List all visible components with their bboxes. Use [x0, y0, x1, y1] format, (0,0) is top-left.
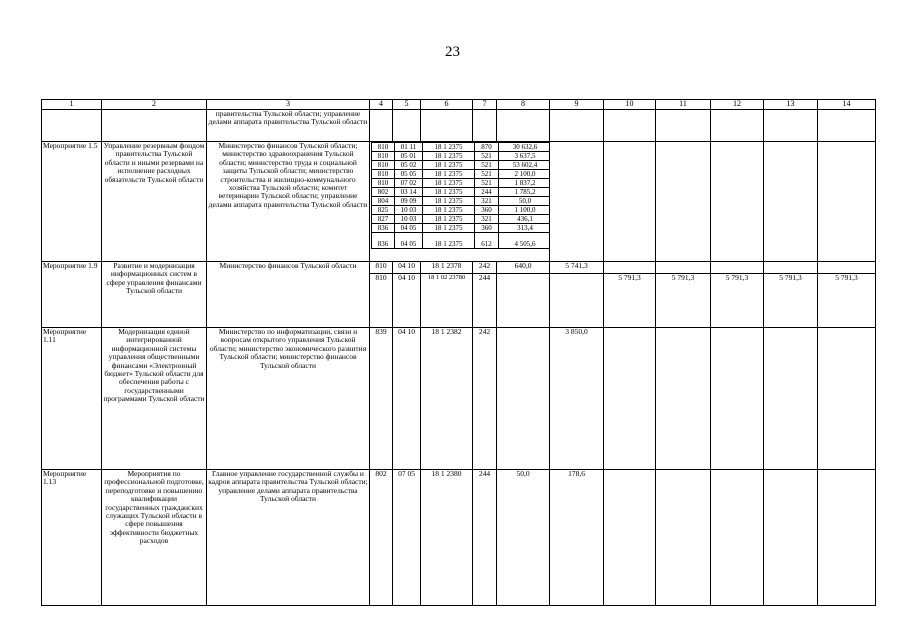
- cell: 5 791,3: [604, 274, 656, 328]
- budget-table: [41, 99, 876, 606]
- measure-name: Управление резервным фондом правительства Тульской области и иными резервами на исполнение расходных обязательств Тульской области: [102, 142, 207, 262]
- cell: 3 850,0: [550, 328, 604, 470]
- col-header: 12: [711, 100, 764, 110]
- measure-label: Мероприятие 1.13: [42, 470, 102, 606]
- cell: 321: [475, 197, 499, 206]
- cell: 521: [475, 179, 499, 188]
- cell: 04 05: [395, 224, 423, 233]
- executor-cell: Министерство финансов Тульской области: [207, 262, 370, 328]
- cell: 18 1 2375: [423, 170, 475, 179]
- cell: 04 10: [393, 274, 421, 328]
- cell: 810: [370, 262, 393, 274]
- budget-line: [372, 206, 550, 215]
- cell: 810: [370, 274, 393, 328]
- cell: 5 791,3: [818, 274, 876, 328]
- cell: 18 1 2375: [423, 188, 475, 197]
- cell: 1 100,0: [499, 206, 550, 215]
- cell: 612: [475, 233, 499, 249]
- cell: 242: [473, 262, 497, 274]
- cell: 18 1 02 23780: [421, 274, 473, 328]
- measure-name: Развитие и модернизация информационных систем в сфере управления финансами Тульской области: [102, 262, 207, 328]
- executor-cell: Министерство финансов Тульской области; министерство здравоохранения Тульской области; министерство труда и социальной защиты Тульской области; министерство строительства и жилищно-коммунального хозяйства Тульской области; комитет ветеринарии Тульской области; управление делами аппарата правительства Тульской области: [207, 142, 370, 262]
- cell: 825: [372, 206, 395, 215]
- col-header: 1: [42, 100, 102, 110]
- cell: 802: [370, 470, 393, 606]
- cell: 03 14: [395, 188, 423, 197]
- table-row: [42, 470, 876, 606]
- budget-line: [372, 161, 550, 170]
- cell: 810: [372, 170, 395, 179]
- table-row: [42, 328, 876, 470]
- cell: 18 1 2375: [423, 143, 475, 152]
- cell: 5 791,3: [764, 274, 818, 328]
- cell: 07 02: [395, 179, 423, 188]
- cell: 836: [372, 233, 395, 249]
- cell: 244: [475, 188, 499, 197]
- cell: 05 01: [395, 152, 423, 161]
- cell: 18 1 2375: [423, 206, 475, 215]
- cell: 436,1: [499, 215, 550, 224]
- col-header: 9: [550, 100, 604, 110]
- table-row: [42, 110, 876, 142]
- budget-line: [372, 197, 550, 206]
- cell: 839: [370, 328, 393, 470]
- cell: 30 632,6: [499, 143, 550, 152]
- col-header: 8: [497, 100, 550, 110]
- cell: 04 10: [393, 328, 421, 470]
- cell: 360: [475, 206, 499, 215]
- cell: 04 05: [395, 233, 423, 249]
- cell: 360: [475, 224, 499, 233]
- executor-cell: Министерство по информатизации, связи и вопросам открытого управления Тульской области; министерство экономического развития Тульской области; министерство финансов Тульской области: [207, 328, 370, 470]
- page-number: 23: [445, 44, 460, 60]
- cell: 870: [475, 143, 499, 152]
- cell: 05 05: [395, 170, 423, 179]
- cell: 810: [372, 152, 395, 161]
- cell: 18 1 2378: [421, 262, 473, 274]
- cell: 810: [372, 179, 395, 188]
- cell: 521: [475, 161, 499, 170]
- col-header: 2: [102, 100, 207, 110]
- measure-label: Мероприятие 1.5: [42, 142, 102, 262]
- cell: 2 100,0: [499, 170, 550, 179]
- table-row: [42, 142, 876, 262]
- measure-name: Модернизация единой интегрированной информационной системы управления общественными финансами «Электронный бюджет» Тульской области для обеспечения работы с государственными программами Тульской области: [102, 328, 207, 470]
- budget-line: [372, 224, 550, 233]
- cell: 3 637,5: [499, 152, 550, 161]
- col-header: 14: [818, 100, 876, 110]
- cell: 804: [372, 197, 395, 206]
- cell: 244: [473, 470, 497, 606]
- cell: 5 791,3: [711, 274, 764, 328]
- cell: 18 1 2375: [423, 197, 475, 206]
- cell: 53 602,4: [499, 161, 550, 170]
- cell: 18 1 2380: [421, 470, 473, 606]
- budget-line: [372, 188, 550, 197]
- budget-line: [372, 170, 550, 179]
- cell: 18 1 2375: [423, 152, 475, 161]
- cell: 10 03: [395, 206, 423, 215]
- executor-cell: правительства Тульской области; управление делами аппарата правительства Тульской области: [207, 110, 370, 142]
- cell: 05 02: [395, 161, 423, 170]
- cell: 07 05: [393, 470, 421, 606]
- cell: 178,6: [550, 470, 604, 606]
- cell: 4 505,6: [499, 233, 550, 249]
- cell: 640,0: [497, 262, 550, 274]
- budget-line: [372, 233, 550, 249]
- cell: 313,4: [499, 224, 550, 233]
- budget-line: [372, 179, 550, 188]
- cell: 802: [372, 188, 395, 197]
- cell: 1 785,2: [499, 188, 550, 197]
- header-row: [42, 100, 876, 110]
- col-header: 7: [473, 100, 497, 110]
- cell: 18 1 2375: [423, 215, 475, 224]
- budget-line: [372, 152, 550, 161]
- cell: 827: [372, 215, 395, 224]
- executor-cell: Главное управление государственной службы и кадров аппарата правительства Тульской области; управление делами аппарата правительства Тульской области: [207, 470, 370, 606]
- cell: 1 837,2: [499, 179, 550, 188]
- col-header: 5: [393, 100, 421, 110]
- cell: 50,0: [497, 470, 550, 606]
- budget-lines-table: [371, 142, 550, 249]
- cell: 09 09: [395, 197, 423, 206]
- cell: 01 11: [395, 143, 423, 152]
- cell: 810: [372, 143, 395, 152]
- cell: 244: [473, 274, 497, 328]
- col-header: 10: [604, 100, 656, 110]
- cell: 04 10: [393, 262, 421, 274]
- col-header: 6: [421, 100, 473, 110]
- col-header: 13: [764, 100, 818, 110]
- cell: 18 1 2375: [423, 161, 475, 170]
- cell: 18 1 2375: [423, 233, 475, 249]
- cell: 18 1 2375: [423, 224, 475, 233]
- budget-lines: [370, 142, 550, 262]
- budget-line: [372, 215, 550, 224]
- budget-line: [372, 143, 550, 152]
- table-row: [42, 262, 876, 274]
- cell: 836: [372, 224, 395, 233]
- cell: 5 741,3: [550, 262, 604, 274]
- col-header: 11: [656, 100, 711, 110]
- col-header: 4: [370, 100, 393, 110]
- cell: 810: [372, 161, 395, 170]
- cell: 242: [473, 328, 497, 470]
- measure-name: Мероприятия по профессиональной подготовке, переподготовке и повышению квалификации государственных гражданских служащих Тульской области в сфере повышения эффективности бюджетных расходов: [102, 470, 207, 606]
- cell: 18 1 2382: [421, 328, 473, 470]
- cell: 18 1 2375: [423, 179, 475, 188]
- cell: 5 791,3: [656, 274, 711, 328]
- measure-label: Мероприятие 1.9: [42, 262, 102, 328]
- cell: 10 03: [395, 215, 423, 224]
- cell: 521: [475, 152, 499, 161]
- cell: 50,0: [499, 197, 550, 206]
- cell: 521: [475, 170, 499, 179]
- measure-label: Мероприятие 1.11: [42, 328, 102, 470]
- col-header: 3: [207, 100, 370, 110]
- cell: 321: [475, 215, 499, 224]
